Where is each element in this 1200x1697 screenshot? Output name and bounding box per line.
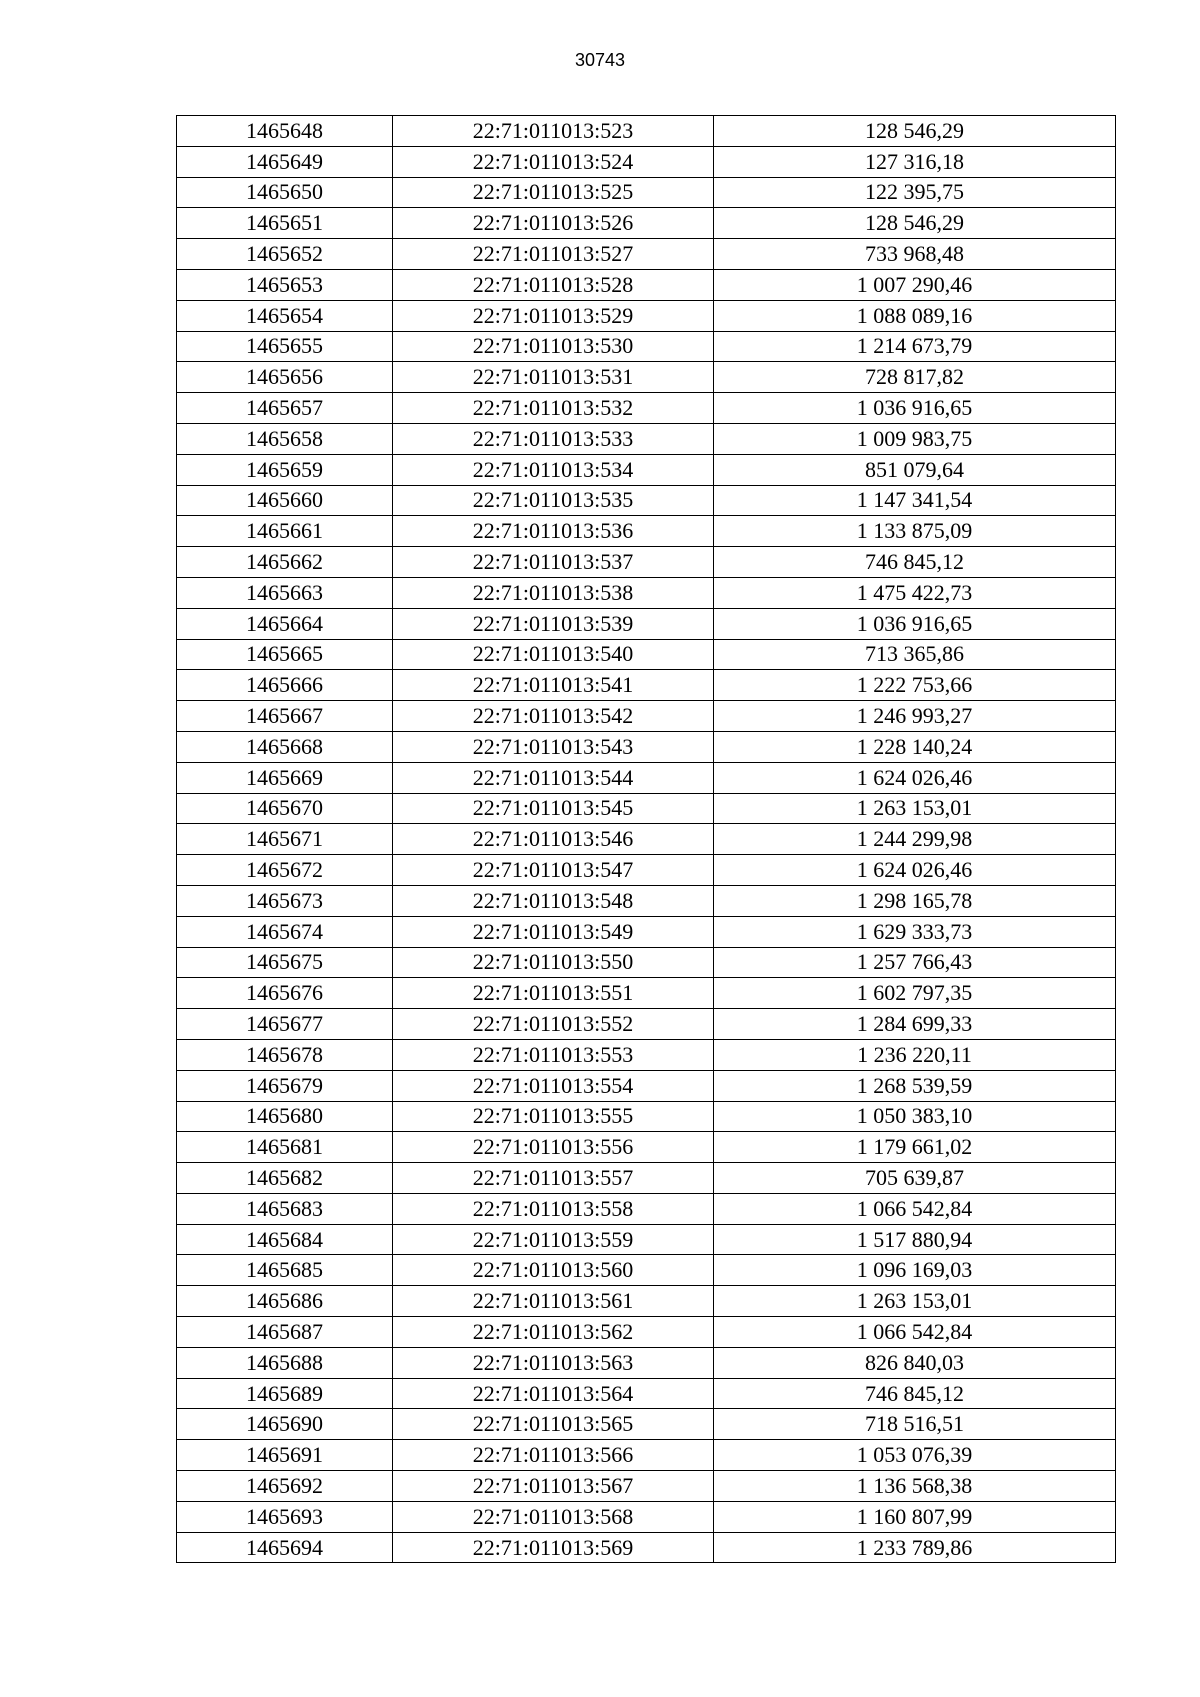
cadastral-number-cell: 22:71:011013:544 — [393, 762, 714, 793]
data-table — [176, 115, 1116, 1563]
record-number-cell: 1465687 — [177, 1317, 393, 1348]
cadastral-number-cell: 22:71:011013:526 — [393, 208, 714, 239]
record-number-cell: 1465672 — [177, 855, 393, 886]
table-row — [177, 608, 1116, 639]
value-cell: 1 263 153,01 — [714, 793, 1116, 824]
record-number-cell: 1465670 — [177, 793, 393, 824]
table-row — [177, 731, 1116, 762]
value-cell: 1 036 916,65 — [714, 393, 1116, 424]
record-number-cell: 1465662 — [177, 547, 393, 578]
table-row — [177, 269, 1116, 300]
table-row — [177, 177, 1116, 208]
table-row — [177, 793, 1116, 824]
record-number-cell: 1465688 — [177, 1347, 393, 1378]
cadastral-number-cell: 22:71:011013:569 — [393, 1532, 714, 1563]
table-row — [177, 362, 1116, 393]
table-row — [177, 577, 1116, 608]
table-row — [177, 1409, 1116, 1440]
cadastral-number-cell: 22:71:011013:557 — [393, 1163, 714, 1194]
record-number-cell: 1465691 — [177, 1440, 393, 1471]
value-cell: 1 160 807,99 — [714, 1501, 1116, 1532]
table-row — [177, 1163, 1116, 1194]
record-number-cell: 1465665 — [177, 639, 393, 670]
record-number-cell: 1465667 — [177, 701, 393, 732]
record-number-cell: 1465681 — [177, 1132, 393, 1163]
value-cell: 1 088 089,16 — [714, 300, 1116, 331]
value-cell: 1 244 299,98 — [714, 824, 1116, 855]
record-number-cell: 1465661 — [177, 516, 393, 547]
cadastral-number-cell: 22:71:011013:532 — [393, 393, 714, 424]
table-row — [177, 300, 1116, 331]
table-row — [177, 1101, 1116, 1132]
table-row — [177, 1070, 1116, 1101]
cadastral-number-cell: 22:71:011013:539 — [393, 608, 714, 639]
record-number-cell: 1465674 — [177, 916, 393, 947]
table-row — [177, 1193, 1116, 1224]
value-cell: 1 036 916,65 — [714, 608, 1116, 639]
value-cell: 1 096 169,03 — [714, 1255, 1116, 1286]
value-cell: 1 236 220,11 — [714, 1039, 1116, 1070]
cadastral-number-cell: 22:71:011013:567 — [393, 1471, 714, 1502]
record-number-cell: 1465654 — [177, 300, 393, 331]
record-number-cell: 1465679 — [177, 1070, 393, 1101]
cadastral-number-cell: 22:71:011013:548 — [393, 885, 714, 916]
value-cell: 1 284 699,33 — [714, 1009, 1116, 1040]
record-number-cell: 1465660 — [177, 485, 393, 516]
table-row — [177, 423, 1116, 454]
record-number-cell: 1465668 — [177, 731, 393, 762]
record-number-cell: 1465673 — [177, 885, 393, 916]
cadastral-number-cell: 22:71:011013:565 — [393, 1409, 714, 1440]
value-cell: 1 624 026,46 — [714, 762, 1116, 793]
value-cell: 1 228 140,24 — [714, 731, 1116, 762]
table-row — [177, 1317, 1116, 1348]
cadastral-number-cell: 22:71:011013:542 — [393, 701, 714, 732]
value-cell: 1 050 383,10 — [714, 1101, 1116, 1132]
value-cell: 746 845,12 — [714, 1378, 1116, 1409]
cadastral-number-cell: 22:71:011013:555 — [393, 1101, 714, 1132]
value-cell: 1 147 341,54 — [714, 485, 1116, 516]
cadastral-number-cell: 22:71:011013:549 — [393, 916, 714, 947]
value-cell: 713 365,86 — [714, 639, 1116, 670]
table-row — [177, 1132, 1116, 1163]
cadastral-number-cell: 22:71:011013:562 — [393, 1317, 714, 1348]
record-number-cell: 1465653 — [177, 269, 393, 300]
table-row — [177, 1009, 1116, 1040]
cadastral-number-cell: 22:71:011013:560 — [393, 1255, 714, 1286]
value-cell: 1 263 153,01 — [714, 1286, 1116, 1317]
value-cell: 733 968,48 — [714, 239, 1116, 270]
table-row — [177, 1347, 1116, 1378]
cadastral-number-cell: 22:71:011013:530 — [393, 331, 714, 362]
table-row — [177, 670, 1116, 701]
table-row — [177, 393, 1116, 424]
value-cell: 705 639,87 — [714, 1163, 1116, 1194]
table-row — [177, 1286, 1116, 1317]
cadastral-number-cell: 22:71:011013:563 — [393, 1347, 714, 1378]
record-number-cell: 1465669 — [177, 762, 393, 793]
value-cell: 1 233 789,86 — [714, 1532, 1116, 1563]
value-cell: 1 268 539,59 — [714, 1070, 1116, 1101]
table-row — [177, 146, 1116, 177]
value-cell: 1 298 165,78 — [714, 885, 1116, 916]
record-number-cell: 1465666 — [177, 670, 393, 701]
cadastral-number-cell: 22:71:011013:541 — [393, 670, 714, 701]
value-cell: 1 214 673,79 — [714, 331, 1116, 362]
value-cell: 718 516,51 — [714, 1409, 1116, 1440]
page-number: 30743 — [574, 50, 626, 70]
cadastral-number-cell: 22:71:011013:547 — [393, 855, 714, 886]
cadastral-number-cell: 22:71:011013:531 — [393, 362, 714, 393]
value-cell: 1 009 983,75 — [714, 423, 1116, 454]
value-cell: 1 475 422,73 — [714, 577, 1116, 608]
cadastral-number-cell: 22:71:011013:535 — [393, 485, 714, 516]
table-row — [177, 1378, 1116, 1409]
value-cell: 1 222 753,66 — [714, 670, 1116, 701]
cadastral-number-cell: 22:71:011013:558 — [393, 1193, 714, 1224]
cadastral-number-cell: 22:71:011013:559 — [393, 1224, 714, 1255]
record-number-cell: 1465656 — [177, 362, 393, 393]
record-number-cell: 1465675 — [177, 947, 393, 978]
table-row — [177, 916, 1116, 947]
table-row — [177, 762, 1116, 793]
record-number-cell: 1465655 — [177, 331, 393, 362]
value-cell: 826 840,03 — [714, 1347, 1116, 1378]
table-row — [177, 701, 1116, 732]
record-number-cell: 1465683 — [177, 1193, 393, 1224]
value-cell: 1 602 797,35 — [714, 978, 1116, 1009]
record-number-cell: 1465648 — [177, 116, 393, 147]
value-cell: 746 845,12 — [714, 547, 1116, 578]
value-cell: 1 246 993,27 — [714, 701, 1116, 732]
table-row — [177, 516, 1116, 547]
table-row — [177, 1224, 1116, 1255]
value-cell: 128 546,29 — [714, 116, 1116, 147]
table-row — [177, 1501, 1116, 1532]
cadastral-number-cell: 22:71:011013:529 — [393, 300, 714, 331]
table-row — [177, 1532, 1116, 1563]
cadastral-number-cell: 22:71:011013:568 — [393, 1501, 714, 1532]
record-number-cell: 1465649 — [177, 146, 393, 177]
table-row — [177, 885, 1116, 916]
table-row — [177, 855, 1116, 886]
cadastral-number-cell: 22:71:011013:527 — [393, 239, 714, 270]
cadastral-number-cell: 22:71:011013:536 — [393, 516, 714, 547]
table-row — [177, 1039, 1116, 1070]
cadastral-number-cell: 22:71:011013:543 — [393, 731, 714, 762]
value-cell: 1 007 290,46 — [714, 269, 1116, 300]
table-row — [177, 239, 1116, 270]
cadastral-number-cell: 22:71:011013:556 — [393, 1132, 714, 1163]
value-cell: 122 395,75 — [714, 177, 1116, 208]
value-cell: 1 517 880,94 — [714, 1224, 1116, 1255]
cadastral-number-cell: 22:71:011013:525 — [393, 177, 714, 208]
table-row — [177, 1471, 1116, 1502]
record-number-cell: 1465690 — [177, 1409, 393, 1440]
record-number-cell: 1465678 — [177, 1039, 393, 1070]
value-cell: 1 136 568,38 — [714, 1471, 1116, 1502]
cadastral-number-cell: 22:71:011013:553 — [393, 1039, 714, 1070]
table-row — [177, 824, 1116, 855]
table-row — [177, 116, 1116, 147]
cadastral-number-cell: 22:71:011013:546 — [393, 824, 714, 855]
table-row — [177, 454, 1116, 485]
cadastral-number-cell: 22:71:011013:533 — [393, 423, 714, 454]
cadastral-number-cell: 22:71:011013:550 — [393, 947, 714, 978]
value-cell: 851 079,64 — [714, 454, 1116, 485]
cadastral-number-cell: 22:71:011013:524 — [393, 146, 714, 177]
table-row — [177, 639, 1116, 670]
record-number-cell: 1465686 — [177, 1286, 393, 1317]
record-number-cell: 1465657 — [177, 393, 393, 424]
value-cell: 1 179 661,02 — [714, 1132, 1116, 1163]
table-row — [177, 208, 1116, 239]
cadastral-number-cell: 22:71:011013:528 — [393, 269, 714, 300]
record-number-cell: 1465650 — [177, 177, 393, 208]
cadastral-number-cell: 22:71:011013:552 — [393, 1009, 714, 1040]
record-number-cell: 1465671 — [177, 824, 393, 855]
value-cell: 128 546,29 — [714, 208, 1116, 239]
cadastral-number-cell: 22:71:011013:554 — [393, 1070, 714, 1101]
value-cell: 1 066 542,84 — [714, 1193, 1116, 1224]
cadastral-number-cell: 22:71:011013:566 — [393, 1440, 714, 1471]
cadastral-number-cell: 22:71:011013:564 — [393, 1378, 714, 1409]
table-row — [177, 331, 1116, 362]
record-number-cell: 1465664 — [177, 608, 393, 639]
cadastral-number-cell: 22:71:011013:545 — [393, 793, 714, 824]
record-number-cell: 1465652 — [177, 239, 393, 270]
table-row — [177, 485, 1116, 516]
record-number-cell: 1465676 — [177, 978, 393, 1009]
value-cell: 1 629 333,73 — [714, 916, 1116, 947]
cadastral-number-cell: 22:71:011013:540 — [393, 639, 714, 670]
value-cell: 1 066 542,84 — [714, 1317, 1116, 1348]
record-number-cell: 1465680 — [177, 1101, 393, 1132]
cadastral-number-cell: 22:71:011013:534 — [393, 454, 714, 485]
record-number-cell: 1465684 — [177, 1224, 393, 1255]
value-cell: 1 624 026,46 — [714, 855, 1116, 886]
record-number-cell: 1465677 — [177, 1009, 393, 1040]
table-row — [177, 1440, 1116, 1471]
cadastral-number-cell: 22:71:011013:523 — [393, 116, 714, 147]
value-cell: 1 053 076,39 — [714, 1440, 1116, 1471]
table-row — [177, 547, 1116, 578]
record-number-cell: 1465663 — [177, 577, 393, 608]
cadastral-number-cell: 22:71:011013:551 — [393, 978, 714, 1009]
record-number-cell: 1465659 — [177, 454, 393, 485]
record-number-cell: 1465658 — [177, 423, 393, 454]
record-number-cell: 1465694 — [177, 1532, 393, 1563]
value-cell: 127 316,18 — [714, 146, 1116, 177]
table-row — [177, 947, 1116, 978]
value-cell: 728 817,82 — [714, 362, 1116, 393]
cadastral-number-cell: 22:71:011013:537 — [393, 547, 714, 578]
cadastral-number-cell: 22:71:011013:538 — [393, 577, 714, 608]
record-number-cell: 1465651 — [177, 208, 393, 239]
value-cell: 1 133 875,09 — [714, 516, 1116, 547]
cadastral-number-cell: 22:71:011013:561 — [393, 1286, 714, 1317]
record-number-cell: 1465685 — [177, 1255, 393, 1286]
table-row — [177, 1255, 1116, 1286]
record-number-cell: 1465693 — [177, 1501, 393, 1532]
record-number-cell: 1465692 — [177, 1471, 393, 1502]
table-body — [177, 116, 1116, 1563]
record-number-cell: 1465682 — [177, 1163, 393, 1194]
value-cell: 1 257 766,43 — [714, 947, 1116, 978]
record-number-cell: 1465689 — [177, 1378, 393, 1409]
table-row — [177, 978, 1116, 1009]
